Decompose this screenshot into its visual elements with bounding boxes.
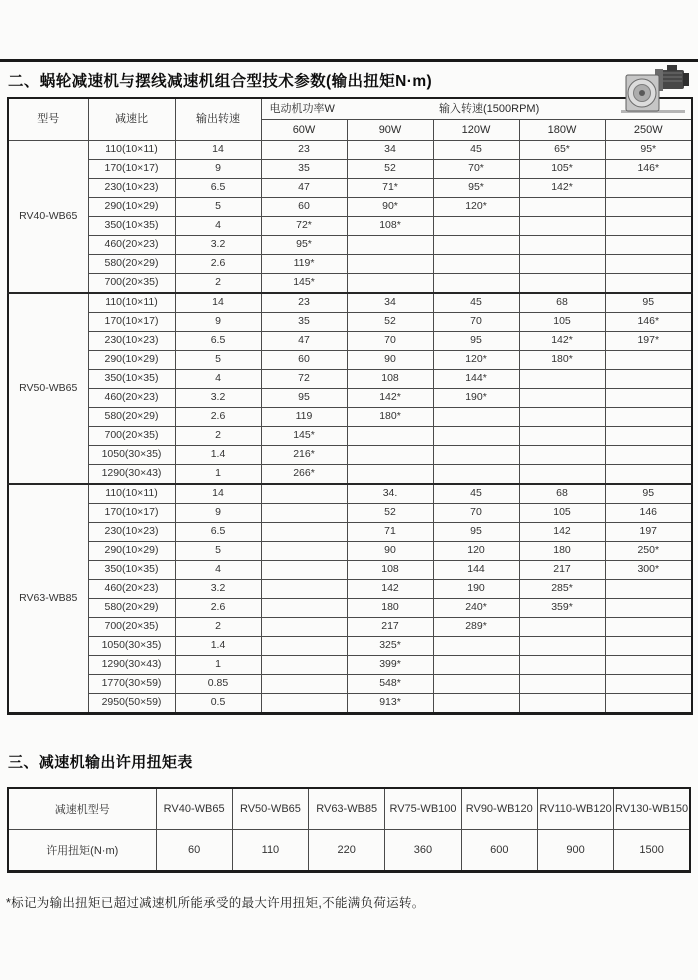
output-speed-cell: 5 — [175, 542, 261, 561]
output-speed-cell: 5 — [175, 198, 261, 217]
output-speed-cell: 4 — [175, 217, 261, 236]
torque-value-cell: 120* — [433, 351, 519, 370]
torque-model-cell: RV63-WB85 — [309, 788, 385, 830]
output-speed-cell: 1.4 — [175, 637, 261, 656]
output-speed-cell: 3.2 — [175, 580, 261, 599]
torque-value-cell — [261, 580, 347, 599]
table-row — [8, 351, 692, 370]
model-cell: RV50-WB65 — [8, 293, 88, 484]
torque-value-cell: 65* — [519, 141, 605, 160]
torque-value-cell — [605, 370, 692, 389]
torque-value-cell — [433, 427, 519, 446]
torque-value-cell — [519, 217, 605, 236]
ratio-cell: 110(10×11) — [88, 141, 175, 160]
torque-value-cell — [605, 599, 692, 618]
torque-value-cell — [605, 389, 692, 408]
output-speed-cell: 4 — [175, 561, 261, 580]
torque-value-cell: 142* — [519, 179, 605, 198]
torque-value-cell: 913* — [347, 694, 433, 714]
torque-value-cell: 180 — [519, 542, 605, 561]
table-row — [8, 255, 692, 274]
torque-value-cell: 72 — [261, 370, 347, 389]
torque-value-cell — [261, 637, 347, 656]
torque-value-cell — [261, 599, 347, 618]
torque-value-cell: 70 — [433, 504, 519, 523]
torque-value-cell — [261, 618, 347, 637]
torque-value-cell: 146 — [605, 504, 692, 523]
ratio-cell: 350(10×35) — [88, 217, 175, 236]
table-row — [8, 465, 692, 485]
torque-value-cell — [433, 446, 519, 465]
torque-model-row — [8, 788, 690, 830]
torque-value-cell: 52 — [347, 504, 433, 523]
table-row — [8, 332, 692, 351]
ratio-cell: 580(20×29) — [88, 599, 175, 618]
torque-value-cell: 47 — [261, 179, 347, 198]
torque-value-cell — [605, 274, 692, 294]
torque-value-cell — [347, 427, 433, 446]
section-title-parameters: 二、蜗轮减速机与摆线减速机组合型技术参数(输出扭矩N·m) — [8, 73, 433, 90]
output-speed-cell: 3.2 — [175, 389, 261, 408]
torque-value-cell — [605, 179, 692, 198]
torque-value-cell — [605, 465, 692, 485]
table-row — [8, 542, 692, 561]
torque-table — [7, 787, 691, 873]
torque-value-cell: 144 — [433, 561, 519, 580]
torque-value-cell — [433, 217, 519, 236]
ratio-cell: 290(10×29) — [88, 198, 175, 217]
torque-value-cell: 23 — [261, 293, 347, 313]
torque-value-cell: 71* — [347, 179, 433, 198]
output-speed-cell: 5 — [175, 351, 261, 370]
output-speed-cell: 2.6 — [175, 255, 261, 274]
torque-value-cell — [605, 217, 692, 236]
torque-value-cell: 142 — [519, 523, 605, 542]
table-row — [8, 427, 692, 446]
torque-value-cell — [519, 465, 605, 485]
torque-value-cell: 52 — [347, 313, 433, 332]
torque-value-cell: 266* — [261, 465, 347, 485]
torque-value-cell: 197* — [605, 332, 692, 351]
output-speed-cell: 2.6 — [175, 408, 261, 427]
col-header-90w: 90W — [347, 120, 433, 141]
torque-value-cell: 180* — [347, 408, 433, 427]
ratio-cell: 290(10×29) — [88, 542, 175, 561]
torque-model-header: 减速机型号 — [8, 788, 156, 830]
ratio-cell: 1290(30×43) — [88, 465, 175, 485]
torque-value-cell: 105* — [519, 160, 605, 179]
torque-value-cell — [261, 523, 347, 542]
ratio-cell: 110(10×11) — [88, 293, 175, 313]
col-header-model: 型号 — [8, 98, 88, 141]
col-header-60w: 60W — [261, 120, 347, 141]
torque-value-cell: 105 — [519, 504, 605, 523]
table-row — [8, 637, 692, 656]
ratio-cell: 230(10×23) — [88, 332, 175, 351]
torque-value-cell — [519, 389, 605, 408]
torque-value-cell — [605, 236, 692, 255]
table-row — [8, 293, 692, 313]
table-row — [8, 408, 692, 427]
torque-value-cell — [347, 236, 433, 255]
table-row — [8, 313, 692, 332]
output-speed-cell: 2 — [175, 274, 261, 294]
torque-value-cell: 95 — [605, 484, 692, 504]
torque-value-cell: 108* — [347, 217, 433, 236]
output-speed-cell: 2 — [175, 618, 261, 637]
table-row — [8, 236, 692, 255]
output-speed-cell: 1 — [175, 465, 261, 485]
torque-value-cell: 217 — [347, 618, 433, 637]
torque-value-cell — [605, 351, 692, 370]
torque-value-cell: 23 — [261, 141, 347, 160]
torque-value-cell: 250* — [605, 542, 692, 561]
torque-value-cell: 34 — [347, 141, 433, 160]
torque-value-cell: 142 — [347, 580, 433, 599]
col-header-120w: 120W — [433, 120, 519, 141]
table-row — [8, 675, 692, 694]
torque-value-cell — [605, 656, 692, 675]
torque-value-cell — [261, 542, 347, 561]
torque-value-cell — [605, 198, 692, 217]
output-speed-cell: 3.2 — [175, 236, 261, 255]
ratio-cell: 460(20×23) — [88, 236, 175, 255]
output-speed-cell: 6.5 — [175, 332, 261, 351]
ratio-cell: 2950(50×59) — [88, 694, 175, 714]
table-row — [8, 160, 692, 179]
torque-value-cell: 190 — [433, 580, 519, 599]
page — [0, 59, 698, 911]
torque-value-cell: 289* — [433, 618, 519, 637]
ratio-cell: 110(10×11) — [88, 484, 175, 504]
ratio-cell: 170(10×17) — [88, 160, 175, 179]
ratio-cell: 170(10×17) — [88, 504, 175, 523]
torque-value-cell — [261, 561, 347, 580]
torque-value-cell: 300* — [605, 561, 692, 580]
table-row — [8, 580, 692, 599]
torque-value-cell — [519, 274, 605, 294]
torque-value-cell — [433, 694, 519, 714]
table-row — [8, 599, 692, 618]
torque-value-cell: 190* — [433, 389, 519, 408]
torque-model-cell: RV110-WB120 — [537, 788, 613, 830]
table-row — [8, 389, 692, 408]
torque-value-cell: 68 — [519, 484, 605, 504]
table-row — [8, 656, 692, 675]
torque-value-cell: 216* — [261, 446, 347, 465]
torque-value-cell — [261, 504, 347, 523]
table-row — [8, 694, 692, 714]
motor-power-label: 电动机功率W — [269, 103, 335, 115]
torque-value-cell — [605, 637, 692, 656]
torque-value-cell: 52 — [347, 160, 433, 179]
torque-value-cell — [605, 580, 692, 599]
torque-value-cell — [261, 694, 347, 714]
parameters-table — [7, 97, 693, 715]
torque-value-cell — [605, 694, 692, 714]
output-speed-cell: 14 — [175, 141, 261, 160]
torque-value-cell — [519, 198, 605, 217]
torque-value-cell — [261, 675, 347, 694]
torque-value-cell — [519, 637, 605, 656]
torque-value-cell: 34 — [347, 293, 433, 313]
torque-value-cell: 105 — [519, 313, 605, 332]
torque-value-cell — [347, 465, 433, 485]
model-cell: RV40-WB65 — [8, 141, 88, 294]
ratio-cell: 290(10×29) — [88, 351, 175, 370]
input-speed-label: 输入转速(1500RPM) — [439, 103, 540, 115]
torque-model-cell: RV130-WB150 — [614, 788, 690, 830]
torque-value-cell: 180* — [519, 351, 605, 370]
torque-value-cell: 95 — [605, 293, 692, 313]
torque-value-cell — [261, 656, 347, 675]
torque-value-cell — [519, 255, 605, 274]
output-speed-cell: 14 — [175, 484, 261, 504]
torque-value-cell — [261, 484, 347, 504]
torque-value-cell: 108 — [347, 561, 433, 580]
ratio-cell: 700(20×35) — [88, 427, 175, 446]
torque-value-cell — [519, 236, 605, 255]
top-rule — [0, 59, 698, 62]
col-header-power-and-input-speed — [261, 98, 692, 120]
torque-value-cell: 240* — [433, 599, 519, 618]
torque-value-cell: 95* — [433, 179, 519, 198]
output-speed-cell: 4 — [175, 370, 261, 389]
torque-value-cell: 68 — [519, 293, 605, 313]
torque-value-cell — [433, 255, 519, 274]
torque-value-cell: 95 — [433, 332, 519, 351]
torque-value-cell: 70 — [433, 313, 519, 332]
ratio-cell: 1290(30×43) — [88, 656, 175, 675]
table-row — [8, 179, 692, 198]
torque-value-cell — [519, 675, 605, 694]
torque-value-cell: 60 — [261, 198, 347, 217]
torque-value-cell: 285* — [519, 580, 605, 599]
table-row — [8, 274, 692, 294]
ratio-cell: 350(10×35) — [88, 561, 175, 580]
torque-value-cell — [433, 675, 519, 694]
ratio-cell: 460(20×23) — [88, 389, 175, 408]
torque-value-cell — [433, 274, 519, 294]
torque-value-cell: 47 — [261, 332, 347, 351]
output-speed-cell: 6.5 — [175, 523, 261, 542]
torque-value-cell: 180 — [347, 599, 433, 618]
torque-value-cell: 70 — [347, 332, 433, 351]
output-speed-cell: 2.6 — [175, 599, 261, 618]
ratio-cell: 230(10×23) — [88, 179, 175, 198]
torque-value-cell — [433, 637, 519, 656]
ratio-cell: 700(20×35) — [88, 274, 175, 294]
torque-value-cell: 144* — [433, 370, 519, 389]
output-speed-cell: 1.4 — [175, 446, 261, 465]
torque-value-cell: 71 — [347, 523, 433, 542]
torque-value-cell: 90* — [347, 198, 433, 217]
torque-value-cell: 146* — [605, 313, 692, 332]
torque-value-header: 许用扭矩(N·m) — [8, 830, 156, 872]
torque-value-cell — [433, 236, 519, 255]
torque-model-cell: RV50-WB65 — [232, 788, 308, 830]
torque-value-cell — [605, 675, 692, 694]
torque-value-cell: 95 — [261, 389, 347, 408]
torque-value-cell: 360 — [385, 830, 461, 872]
torque-value-cell — [433, 656, 519, 675]
table-row — [8, 618, 692, 637]
table-row — [8, 504, 692, 523]
ratio-cell: 1050(30×35) — [88, 637, 175, 656]
ratio-cell: 700(20×35) — [88, 618, 175, 637]
table-row — [8, 484, 692, 504]
ratio-cell: 460(20×23) — [88, 580, 175, 599]
torque-value-cell — [519, 618, 605, 637]
output-speed-cell: 9 — [175, 313, 261, 332]
torque-value-cell: 359* — [519, 599, 605, 618]
ratio-cell: 350(10×35) — [88, 370, 175, 389]
torque-value-cell — [347, 274, 433, 294]
torque-value-cell: 60 — [156, 830, 232, 872]
col-header-output-speed: 输出转速 — [175, 98, 261, 141]
torque-value-cell: 35 — [261, 313, 347, 332]
torque-value-cell: 399* — [347, 656, 433, 675]
table-row — [8, 198, 692, 217]
output-speed-cell: 2 — [175, 427, 261, 446]
torque-value-cell — [605, 255, 692, 274]
table-row — [8, 370, 692, 389]
torque-value-cell — [519, 694, 605, 714]
torque-value-cell: 120* — [433, 198, 519, 217]
torque-value-cell: 34. — [347, 484, 433, 504]
torque-value-cell: 45 — [433, 293, 519, 313]
torque-value-cell: 110 — [232, 830, 308, 872]
torque-value-cell: 95 — [433, 523, 519, 542]
torque-value-cell: 325* — [347, 637, 433, 656]
torque-value-cell: 119 — [261, 408, 347, 427]
torque-value-cell: 60 — [261, 351, 347, 370]
torque-value-cell: 220 — [309, 830, 385, 872]
torque-value-row — [8, 830, 690, 872]
torque-value-cell: 95* — [605, 141, 692, 160]
torque-value-cell — [433, 465, 519, 485]
table-row — [8, 523, 692, 542]
torque-value-cell: 95* — [261, 236, 347, 255]
torque-value-cell — [347, 255, 433, 274]
output-speed-cell: 9 — [175, 160, 261, 179]
output-speed-cell: 1 — [175, 656, 261, 675]
torque-value-cell: 72* — [261, 217, 347, 236]
torque-value-cell: 1500 — [614, 830, 690, 872]
torque-value-cell: 142* — [347, 389, 433, 408]
torque-value-cell: 142* — [519, 332, 605, 351]
torque-value-cell: 108 — [347, 370, 433, 389]
torque-value-cell: 600 — [461, 830, 537, 872]
col-header-ratio: 减速比 — [88, 98, 175, 141]
footnote: *标记为输出扭矩已超过减速机所能承受的最大许用扭矩,不能满负荷运转。 — [6, 896, 425, 910]
torque-value-cell — [347, 446, 433, 465]
torque-value-cell — [605, 618, 692, 637]
torque-value-cell: 120 — [433, 542, 519, 561]
table-row — [8, 561, 692, 580]
torque-value-cell: 145* — [261, 274, 347, 294]
ratio-cell: 1050(30×35) — [88, 446, 175, 465]
torque-model-cell: RV40-WB65 — [156, 788, 232, 830]
torque-value-cell — [433, 408, 519, 427]
torque-value-cell: 90 — [347, 351, 433, 370]
output-speed-cell: 14 — [175, 293, 261, 313]
ratio-cell: 170(10×17) — [88, 313, 175, 332]
ratio-cell: 580(20×29) — [88, 255, 175, 274]
torque-value-cell — [519, 370, 605, 389]
torque-value-cell — [605, 408, 692, 427]
section-title-torque: 三、减速机输出许用扭矩表 — [8, 754, 193, 771]
ratio-cell: 1770(30×59) — [88, 675, 175, 694]
table-row — [8, 446, 692, 465]
torque-model-cell: RV75-WB100 — [385, 788, 461, 830]
torque-value-cell: 70* — [433, 160, 519, 179]
ratio-cell: 580(20×29) — [88, 408, 175, 427]
output-speed-cell: 9 — [175, 504, 261, 523]
torque-value-cell: 548* — [347, 675, 433, 694]
torque-value-cell: 146* — [605, 160, 692, 179]
torque-value-cell — [605, 446, 692, 465]
torque-value-cell: 45 — [433, 484, 519, 504]
torque-model-cell: RV90-WB120 — [461, 788, 537, 830]
torque-value-cell — [519, 446, 605, 465]
torque-value-cell: 197 — [605, 523, 692, 542]
table-row — [8, 141, 692, 160]
output-speed-cell: 6.5 — [175, 179, 261, 198]
torque-value-cell: 145* — [261, 427, 347, 446]
torque-value-cell: 119* — [261, 255, 347, 274]
torque-value-cell — [519, 656, 605, 675]
torque-value-cell — [605, 427, 692, 446]
output-speed-cell: 0.85 — [175, 675, 261, 694]
main-table-body — [8, 141, 692, 714]
col-header-250w: 250W — [605, 120, 692, 141]
torque-value-cell: 900 — [537, 830, 613, 872]
table-row — [8, 217, 692, 236]
model-cell: RV63-WB85 — [8, 484, 88, 714]
col-header-180w: 180W — [519, 120, 605, 141]
torque-value-cell — [519, 408, 605, 427]
torque-value-cell: 217 — [519, 561, 605, 580]
torque-value-cell: 90 — [347, 542, 433, 561]
torque-value-cell: 35 — [261, 160, 347, 179]
torque-value-cell — [519, 427, 605, 446]
torque-value-cell: 45 — [433, 141, 519, 160]
ratio-cell: 230(10×23) — [88, 523, 175, 542]
output-speed-cell: 0.5 — [175, 694, 261, 714]
